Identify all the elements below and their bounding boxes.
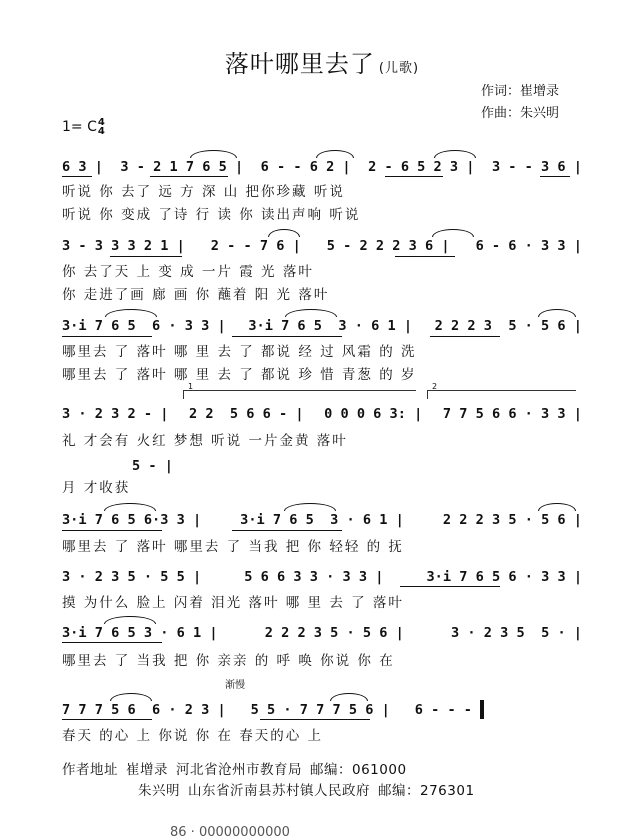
measure: 2 - - 7 6 | [210,238,301,254]
lyric-line-4: 你 走进了画 廊 画 你 蘸着 阳 光 落叶 [62,287,330,303]
address-line-1 [62,758,407,778]
beam [150,176,228,177]
slur [268,229,300,237]
measure: 5 5 · 7 7 7 5 6 | [250,702,390,718]
notes-line-6 [62,511,582,529]
beam [62,642,162,643]
measure: 5 - 2 2 2 3 6 | [326,238,450,254]
time-signature-top: 4 [97,117,105,128]
key-signature [62,118,105,136]
measure: 2 2 2 3 5 · 5 6 | [442,512,582,528]
slur [330,693,368,701]
notes-line-4 [62,405,582,423]
beam [395,256,455,257]
song-title [0,44,644,79]
measure: 6 - 6 · 3 3 | [475,238,582,254]
notes-line-1 [62,158,582,176]
measure: 2 2 2 3 5 · 5 6 | [434,318,582,334]
lyric-line-5: 哪里去 了 落叶 哪 里 去 了 都说 经 过 风霜 的 洗 [62,344,417,360]
slur [105,309,157,317]
slur [316,150,354,158]
lyric-line-3: 你 去了天 上 变 成 一片 霞 光 落叶 [62,264,314,280]
second-ending-number: 2 [432,382,438,391]
measure: 5 - | [132,458,173,474]
measure: 5 6 6 3 3 · 3 3 | [244,569,384,585]
key-label: 1= C [62,119,97,135]
measure: 3 · 2 3 2 - | [62,406,169,422]
measure: 3 - 3 3 3 2 1 | [62,238,185,254]
slur [284,503,336,511]
measure: 6 3 | [62,159,103,175]
beam [430,336,500,337]
measure: 3·i 7 6 5 3 · 6 1 | [62,625,218,641]
lyric-line-2: 听说 你 变成 了诗 行 读 你 读出声响 听说 [62,207,361,223]
lyricist-credit: 作词：崔增录 [481,84,560,99]
slur [432,229,474,237]
author-2-place: 山东省沂南县苏村镇人民政府 [188,783,370,799]
first-ending-bracket [183,382,416,399]
beam [260,719,370,720]
author-1-place: 河北省沧州市教育局 [176,762,302,778]
slur [104,503,156,511]
notes-line-7 [62,568,582,586]
beam [232,530,342,531]
notes-line-9 [62,701,472,719]
measure: 6 - - 6 2 | [260,159,351,175]
notes-line-8 [62,624,582,642]
cropped-bottom-text: 86 · 00000000000 [170,826,290,837]
author-2-name: 朱兴明 [138,783,180,799]
slur [434,150,476,158]
tempo-mark: 渐慢 [225,680,245,691]
slur [538,503,576,511]
measure: 2 2 5 6 6 - | [188,406,304,422]
lyric-line-8: 月 才收获 [62,480,131,496]
address-heading: 作者地址 [62,762,118,778]
slur [285,309,337,317]
second-ending-bracket [427,382,576,399]
slur [538,309,576,317]
beam [540,176,570,177]
slur [110,693,152,701]
first-ending-number: 1 [188,382,194,391]
measure: 3 - 2 1 7 6 5 | [120,159,244,175]
measure: 0 0 0 6 3: | [324,406,423,422]
author-2-postcode: 邮编：276301 [378,783,475,799]
lyric-line-7: 礼 才会有 火红 梦想 听说 一片金黄 落叶 [62,433,348,449]
composer-credit: 作曲：朱兴明 [481,106,560,121]
notes-line-2 [62,237,582,255]
notes-line-3 [62,317,582,335]
measure: 3·i 7 6 5 3 · 6 1 | [248,318,413,334]
measure: 3 · 2 3 5 5 · | [451,625,582,641]
measure: 3 - - 3 6 | [491,159,582,175]
song-title-subtitle: (儿歌) [378,61,420,76]
measure: 6 - - - [414,702,472,718]
lyric-line-11: 哪里去 了 当我 把 你 亲亲 的 呼 唤 你说 你 在 [62,653,395,669]
measure: 3·i 7 6 5 6·3 3 | [62,512,202,528]
time-signature [98,118,105,136]
measure: 2 2 2 3 5 · 5 6 | [264,625,404,641]
lyric-line-9: 哪里去 了 落叶 哪里去 了 当我 把 你 轻轻 的 抚 [62,539,404,555]
address-line-2 [62,779,475,799]
song-title-main: 落叶哪里去了 [224,50,375,78]
beam [400,586,500,587]
measure: 7 7 7 5 6 6 · 2 3 | [62,702,226,718]
author-1-postcode: 邮编：061000 [310,762,407,778]
lyric-line-10: 摸 为什么 脸上 闪着 泪光 落叶 哪 里 去 了 落叶 [62,595,404,611]
time-signature-bottom: 4 [97,126,105,137]
beam [385,176,443,177]
beam [62,530,162,531]
final-barline [480,700,484,719]
beam [62,336,152,337]
beam [62,719,152,720]
notes-line-5 [132,457,180,475]
lyric-line-12: 春天 的心 上 你说 你 在 春天的心 上 [62,728,324,744]
author-1-name: 崔增录 [126,762,168,778]
measure: 2 - 6 5 2 3 | [368,159,475,175]
beam [110,256,182,257]
measure: 3 · 2 3 5 · 5 5 | [62,569,202,585]
slur [190,150,237,158]
measure: 3·i 7 6 5 6 · 3 3 | [426,569,582,585]
beam [62,176,92,177]
beam [232,336,342,337]
measure: 7 7 5 6 6 · 3 3 | [442,406,582,422]
measure: 3·i 7 6 5 6 · 3 3 | [62,318,226,334]
lyric-line-1: 听说 你 去了 远 方 深 山 把你珍藏 听说 [62,184,345,200]
lyric-line-6: 哪里去 了 落叶 哪 里 去 了 都说 珍 惜 青葱 的 岁 [62,367,417,383]
slur [104,616,156,624]
measure: 3·i 7 6 5 3 · 6 1 | [240,512,404,528]
